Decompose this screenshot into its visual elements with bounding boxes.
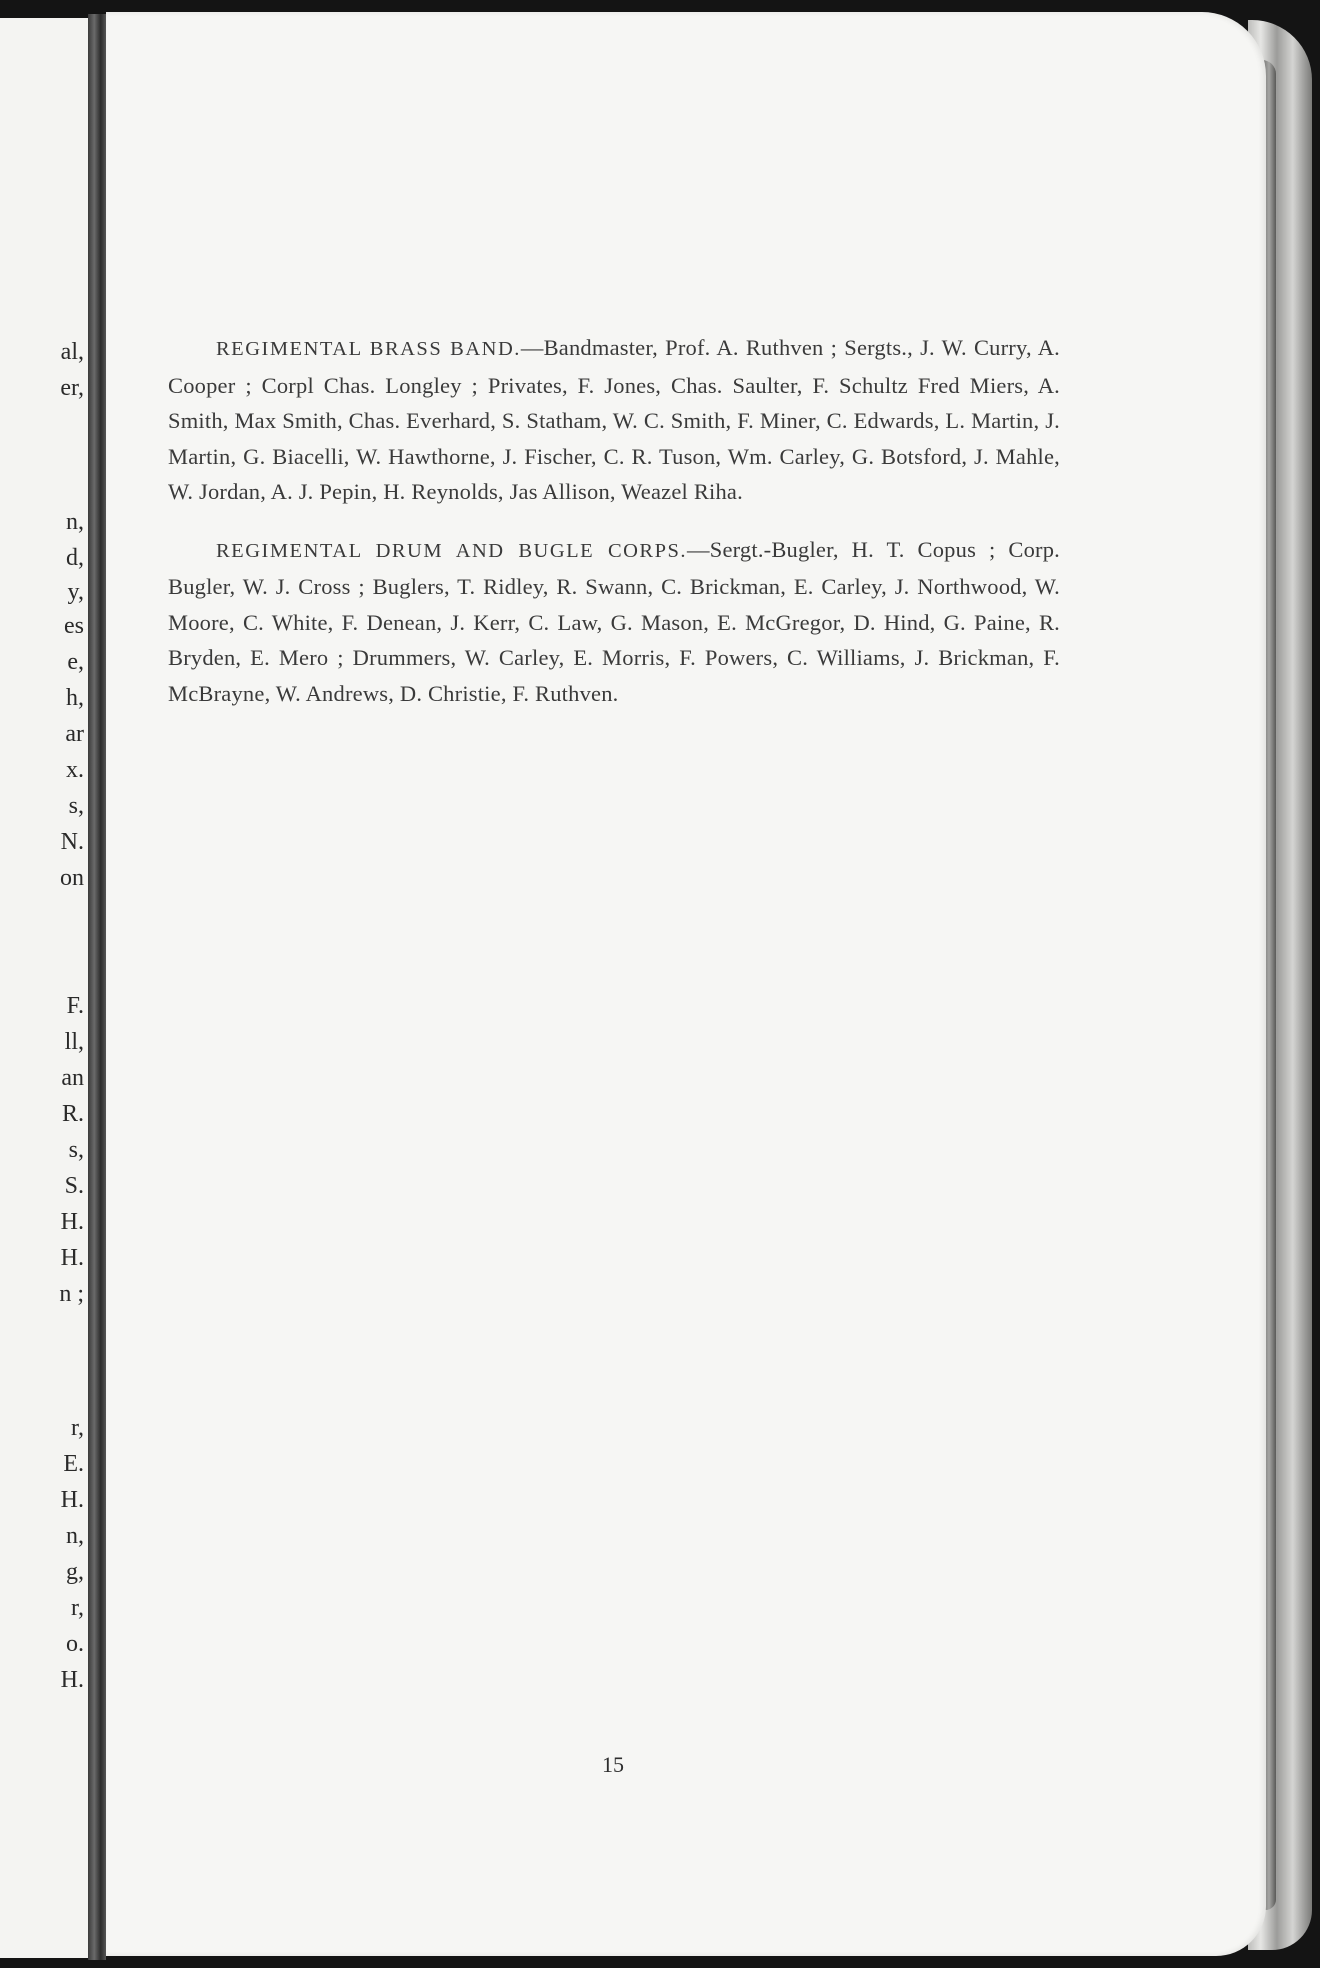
page-number: 15 (602, 1752, 624, 1777)
facing-page-fragment: al, (60, 339, 84, 365)
facing-page-fragment: r, (70, 1415, 84, 1441)
facing-page-fragment: H. (60, 1667, 84, 1693)
brass-band-paragraph (168, 330, 1060, 510)
facing-page-fragment: n, (66, 509, 84, 535)
book-binding-gutter (88, 14, 106, 1960)
facing-page-fragment: n ; (59, 1281, 84, 1307)
facing-page-fragment: R. (61, 1101, 84, 1127)
facing-page-fragment: d, (66, 545, 84, 571)
facing-page-fragment: r, (70, 1595, 84, 1621)
facing-page-fragment: H. (60, 1245, 84, 1271)
facing-page-fragment: H. (60, 1209, 84, 1235)
facing-page-fragment: N. (60, 829, 84, 855)
drum-bugle-roster: —Sergt.-Bugler, H. T. Copus ; Corp. Bugler, W. J. Cross ; Buglers, T. Ridley, R. Swann, C. Brickman, E. Carley, J. Northwood, W. Moore, C. White, F. Denean, J. Kerr, C. Law, G. Mason, E. McGregor, D. Hind, G. Paine, R. Bryden, E. Mero ; Drummers, W. Carley, E. Morris, F. Powers, C. Williams, J. Brickman, F. McBrayne, W. Andrews, D. Christie, F. Ruthven. (168, 536, 1060, 706)
facing-page-fragment: o. (66, 1631, 84, 1657)
drum-bugle-heading: REGIMENTAL DRUM AND BUGLE CORPS. (216, 539, 688, 562)
facing-page-fragment: x. (66, 757, 84, 783)
facing-page-fragment: ll, (64, 1029, 84, 1055)
facing-page-fragment: h, (66, 685, 84, 711)
facing-page-fragment: er, (60, 375, 84, 401)
facing-page-fragment: g, (66, 1559, 84, 1585)
facing-page-fragment: F. (66, 993, 84, 1019)
facing-page-fragment: E. (63, 1451, 84, 1477)
drum-bugle-paragraph (168, 532, 1060, 712)
brass-band-heading: REGIMENTAL BRASS BAND. (216, 338, 521, 360)
facing-page-fragment: ar (65, 721, 84, 747)
facing-page-fragment: H. (60, 1487, 84, 1513)
facing-page (0, 18, 89, 1958)
facing-page-fragment: S. (64, 1173, 84, 1199)
book-page (106, 12, 1266, 1956)
facing-page-fragment: s, (68, 1137, 84, 1163)
facing-page-fragment: y, (67, 579, 84, 605)
facing-page-fragment: on (60, 865, 84, 891)
facing-page-fragment: e, (67, 649, 84, 675)
facing-page-fragment: es (64, 613, 84, 639)
facing-page-fragment: s, (68, 793, 84, 819)
brass-band-roster: —Bandmaster, Prof. A. Ruthven ; Sergts., J. W. Curry, A. Cooper ; Corpl Chas. Longley ; Privates, F. Jones, Chas. Saulter, F. Schultz Fred Miers, A. Smith, Max Smith, Chas. Everhard, S. Statham, W. C. Smith, F. Miner, C. Edwards, L. Martin, J. Martin, G. Biacelli, W. Hawthorne, J. Fischer, C. R. Tuson, Wm. Carley, G. Botsford, J. Mahle, W. Jordan, A. J. Pepin, H. Reynolds, Jas Allison, Weazel Riha. (168, 335, 1060, 504)
page-content (168, 330, 1060, 733)
facing-page-fragment: an (61, 1065, 84, 1091)
facing-page-fragment: n, (66, 1523, 84, 1549)
